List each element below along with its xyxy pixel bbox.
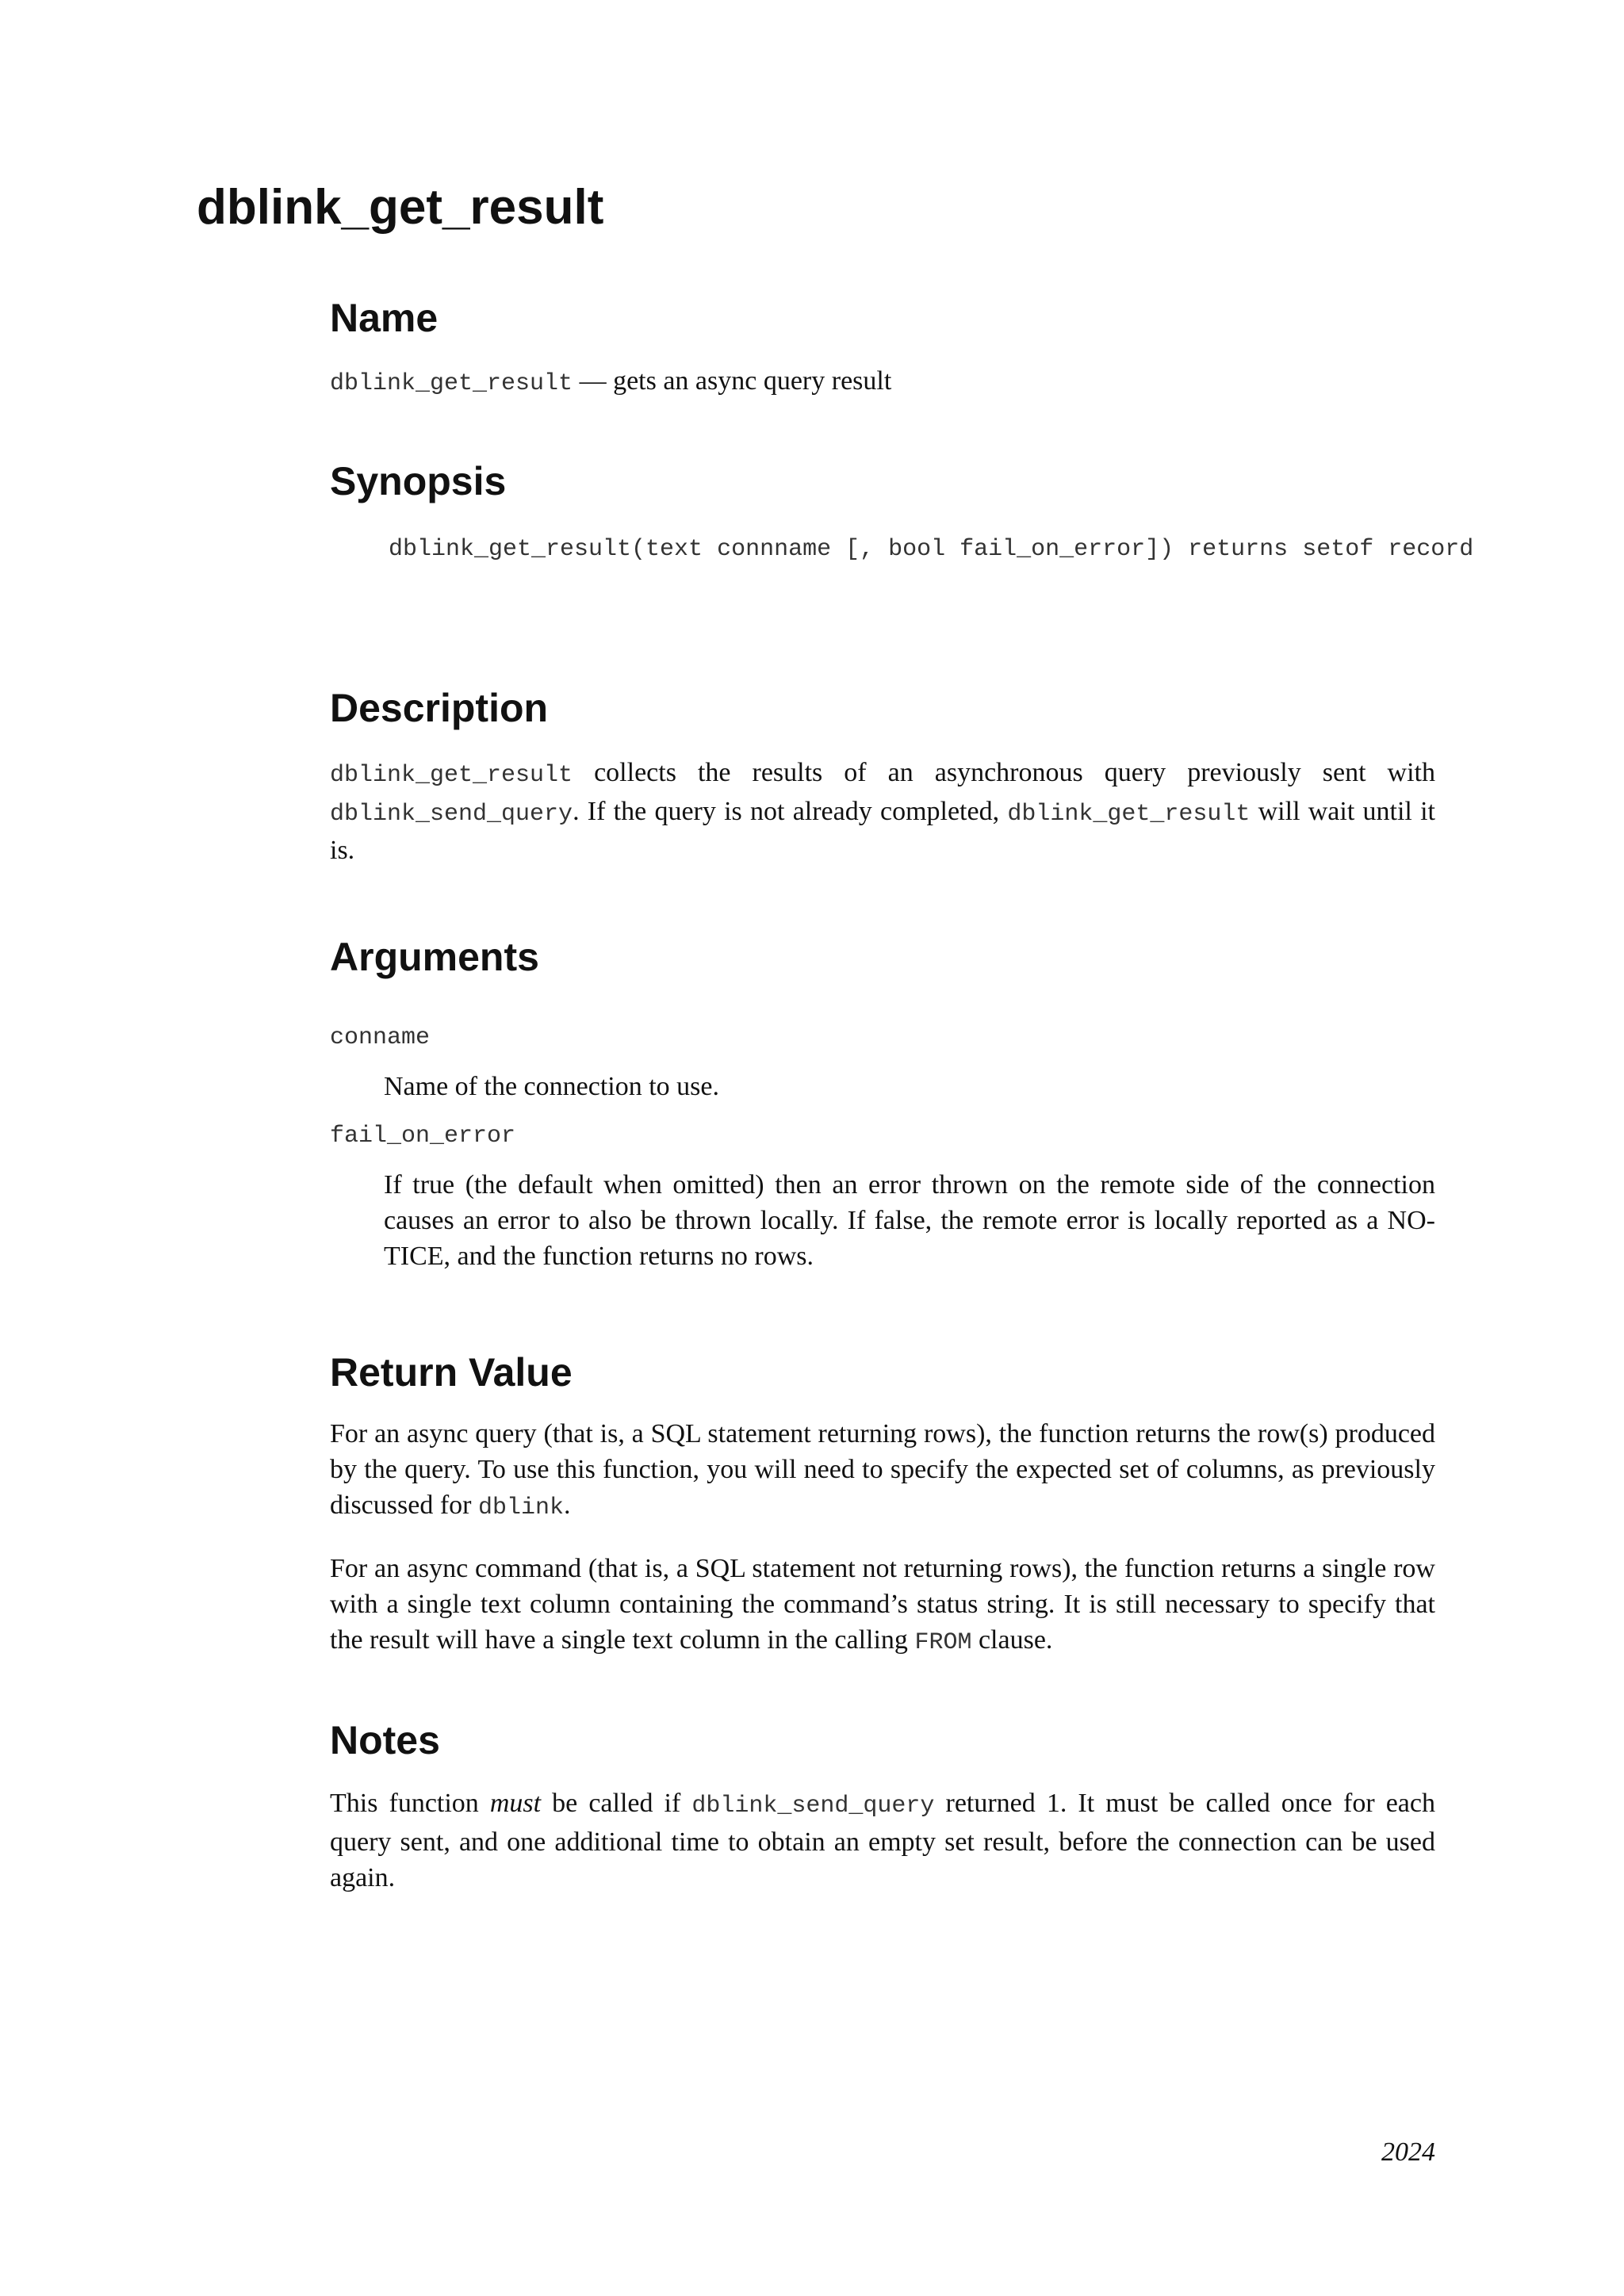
inline-code: dblink_get_result [330, 762, 573, 789]
return-text: clause. [971, 1625, 1053, 1655]
notes-text: This function [330, 1789, 490, 1818]
inline-code: dblink_send_query [330, 801, 573, 828]
page-title: dblink_get_result [197, 180, 604, 235]
notes-heading: Notes [330, 1718, 440, 1762]
page-number: 2024 [1381, 2137, 1435, 2167]
notes-text: returned 1. It must be called once for each query sent, and one additional time to obtain an empty set result, before the connection can be used again. [330, 1789, 1435, 1892]
synopsis-code: dblink_get_result(text connname [, bool fail_on_error]) returns setof record [389, 536, 1474, 563]
argument-definition: Name of the connection to use. [384, 1072, 719, 1101]
inline-code: FROM [914, 1629, 972, 1656]
inline-code: dblink [477, 1494, 564, 1521]
return-paragraph-1 [330, 1416, 1435, 1526]
argument-term: conname [330, 1024, 431, 1051]
arguments-heading: Arguments [330, 935, 539, 979]
inline-code: dblink_get_result [1007, 801, 1251, 828]
name-heading: Name [330, 296, 439, 340]
function-name: dblink_get_result [330, 370, 573, 397]
synopsis-heading: Synopsis [330, 459, 507, 503]
description-text: collects the results of an asynchronous query previously sent with [573, 758, 1435, 787]
function-summary: — gets an async query result [573, 366, 892, 396]
description-text: will wait until it is. [330, 797, 1435, 865]
description-heading: Description [330, 686, 549, 730]
return-value-heading: Return Value [330, 1350, 573, 1395]
notes-text: be called if [541, 1789, 692, 1818]
return-text: For an async query (that is, a SQL statement returning rows), the function returns the row(s) produced by the query. To use this function, you will need to specify the expected set of columns, as previously discussed for [330, 1419, 1435, 1520]
description-paragraph [330, 755, 1435, 868]
argument-term: fail_on_error [330, 1123, 516, 1150]
emphasis: must [489, 1789, 542, 1818]
description-text: . If the query is not already completed, [573, 797, 1008, 826]
notes-paragraph [330, 1785, 1435, 1896]
inline-code: dblink_send_query [691, 1793, 935, 1820]
return-text: For an async command (that is, a SQL statement not returning rows), the function returns a single row with a single text column containing the command’s status string. It is still necessary to specify that the result will have a single text column in the calling [330, 1554, 1435, 1655]
return-paragraph-2 [330, 1551, 1435, 1661]
argument-definition: If true (the default when omitted) then an error thrown on the remote side of the connection causes an error to also be thrown locally. If false, the remote error is locally reported as a NO-TICE, and the function returns no rows. [384, 1170, 1435, 1271]
name-line [330, 363, 1435, 402]
return-text: . [564, 1490, 571, 1520]
